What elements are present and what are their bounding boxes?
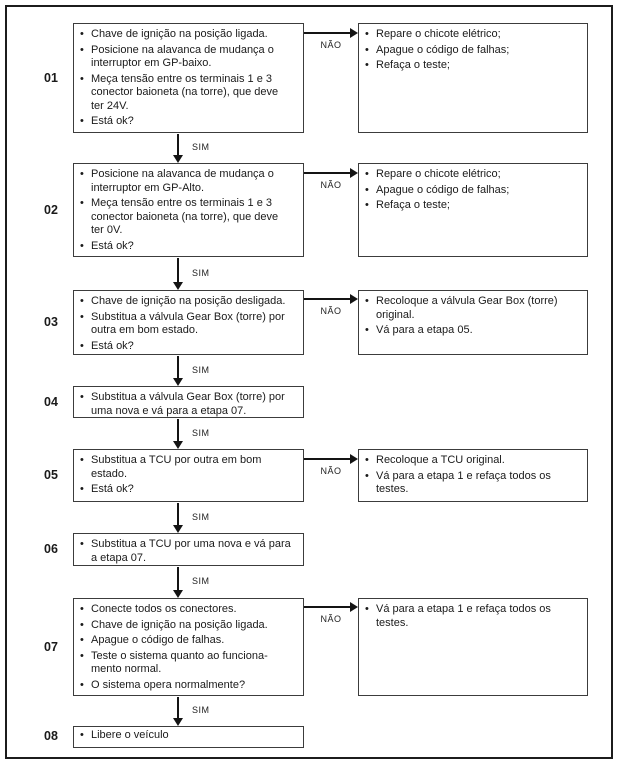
bullet-icon: • [80, 618, 84, 631]
yes-label: SIM [192, 576, 210, 586]
bullet-icon: • [80, 603, 84, 615]
step-instruction: Está ok? [91, 115, 134, 127]
yes-label: SIM [192, 428, 210, 438]
step-instruction: Meça tensão entre os terminais 1 e 3 conector baioneta (na torre), que deve ter 24V. [91, 72, 279, 112]
step-box [73, 726, 304, 748]
branch-box [358, 449, 588, 502]
branch-instruction: Apague o código de falhas; [376, 43, 510, 56]
arrow-down-icon [172, 697, 184, 726]
bullet-icon: • [80, 454, 84, 466]
branch-instruction: Vá para a etapa 1 e refaça todos os testes. [376, 469, 551, 495]
step-instruction: Está ok? [91, 339, 134, 352]
branch-instruction: Vá para a etapa 05. [376, 324, 473, 336]
step-instruction: Substitua a TCU por uma nova e vá para a etapa 07. [91, 538, 291, 564]
branch-instruction: Recoloque a válvula Gear Box (torre) original. [376, 295, 558, 321]
no-label: NÃO [320, 614, 342, 624]
bullet-icon: • [80, 43, 84, 56]
bullet-icon: • [80, 295, 84, 307]
step-instruction: Posicione na alavanca de mudança o interruptor em GP-baixo. [91, 43, 274, 69]
step-number: 04 [44, 395, 58, 409]
no-label: NÃO [320, 306, 342, 316]
step-instruction: Substitua a válvula Gear Box (torre) por outra em bom estado. [91, 310, 285, 336]
step-instruction: Chave de ignição na posição desligada. [91, 295, 286, 307]
bullet-icon: • [80, 28, 84, 40]
branch-box [358, 290, 588, 355]
arrow-down-icon [172, 419, 184, 449]
bullet-icon: • [80, 168, 84, 180]
bullet-icon: • [80, 197, 84, 209]
step-number: 02 [44, 203, 58, 217]
bullet-icon: • [80, 339, 84, 352]
branch-instruction: Refaça o teste; [376, 59, 450, 71]
step-box [73, 598, 304, 696]
yes-label: SIM [192, 142, 210, 152]
bullet-icon: • [365, 43, 369, 56]
arrow-down-icon [172, 356, 184, 386]
bullet-icon: • [365, 199, 369, 211]
step-instruction: Está ok? [91, 239, 134, 252]
step-box [73, 163, 304, 257]
bullet-icon: • [80, 391, 84, 403]
step-instruction: Posicione na alavanca de mudança o interruptor em GP-Alto. [91, 168, 274, 194]
branch-instruction: Apague o código de falhas; [376, 183, 510, 196]
branch-instruction: Vá para a etapa 1 e refaça todos os testes. [376, 603, 551, 629]
bullet-icon: • [80, 538, 84, 550]
arrow-right-icon [304, 294, 358, 304]
yes-label: SIM [192, 512, 210, 522]
bullet-icon: • [80, 239, 84, 252]
step-box [73, 386, 304, 418]
step-number: 01 [44, 71, 58, 85]
bullet-icon: • [365, 59, 369, 71]
step-number: 08 [44, 729, 58, 743]
arrow-down-icon [172, 567, 184, 598]
yes-label: SIM [192, 365, 210, 375]
branch-instruction: Repare o chicote elétrico; [376, 168, 501, 180]
arrow-right-icon [304, 168, 358, 178]
step-box [73, 23, 304, 133]
no-label: NÃO [320, 180, 342, 190]
branch-instruction: Recoloque a TCU original. [376, 454, 505, 466]
branch-instruction: Refaça o teste; [376, 199, 450, 211]
bullet-icon: • [80, 483, 84, 495]
arrow-right-icon [304, 454, 358, 464]
no-label: NÃO [320, 40, 342, 50]
step-number: 03 [44, 315, 58, 329]
bullet-icon: • [80, 310, 84, 323]
step-box [73, 449, 304, 502]
arrow-down-icon [172, 258, 184, 290]
step-box [73, 533, 304, 566]
bullet-icon: • [365, 28, 369, 40]
arrow-down-icon [172, 134, 184, 163]
step-box [73, 290, 304, 355]
bullet-icon: • [80, 729, 84, 741]
branch-box [358, 163, 588, 257]
step-instruction: Chave de ignição na posição ligada. [91, 618, 268, 631]
step-instruction: Substitua a TCU por outra em bom estado. [91, 454, 262, 480]
yes-label: SIM [192, 705, 210, 715]
bullet-icon: • [80, 634, 84, 646]
step-number: 07 [44, 640, 58, 654]
bullet-icon: • [365, 454, 369, 466]
bullet-icon: • [80, 649, 84, 662]
step-number: 05 [44, 468, 58, 482]
bullet-icon: • [80, 72, 84, 85]
bullet-icon: • [365, 168, 369, 180]
bullet-icon: • [365, 603, 369, 615]
bullet-icon: • [80, 678, 84, 691]
step-instruction: Apague o código de falhas. [91, 634, 225, 646]
step-instruction: Chave de ignição na posição ligada. [91, 28, 268, 40]
yes-label: SIM [192, 268, 210, 278]
bullet-icon: • [365, 324, 369, 336]
bullet-icon: • [80, 115, 84, 127]
bullet-icon: • [365, 183, 369, 196]
bullet-icon: • [365, 295, 369, 307]
no-label: NÃO [320, 466, 342, 476]
bullet-icon: • [365, 469, 369, 482]
step-instruction: Está ok? [91, 483, 134, 495]
arrow-down-icon [172, 503, 184, 533]
step-instruction: Substitua a válvula Gear Box (torre) por uma nova e vá para a etapa 07. [91, 391, 285, 417]
step-instruction: Meça tensão entre os terminais 1 e 3 conector baioneta (na torre), que deve ter 0V. [91, 197, 279, 236]
step-instruction: O sistema opera normalmente? [91, 678, 246, 691]
arrow-right-icon [304, 28, 358, 38]
branch-instruction: Repare o chicote elétrico; [376, 28, 501, 40]
step-number: 06 [44, 542, 58, 556]
arrow-right-icon [304, 602, 358, 612]
branch-box [358, 598, 588, 696]
branch-box [358, 23, 588, 133]
step-instruction: Teste o sistema quanto ao funcionamento normal. [91, 649, 268, 675]
step-instruction: Libere o veículo [91, 729, 169, 741]
step-instruction: Conecte todos os conectores. [91, 603, 237, 615]
